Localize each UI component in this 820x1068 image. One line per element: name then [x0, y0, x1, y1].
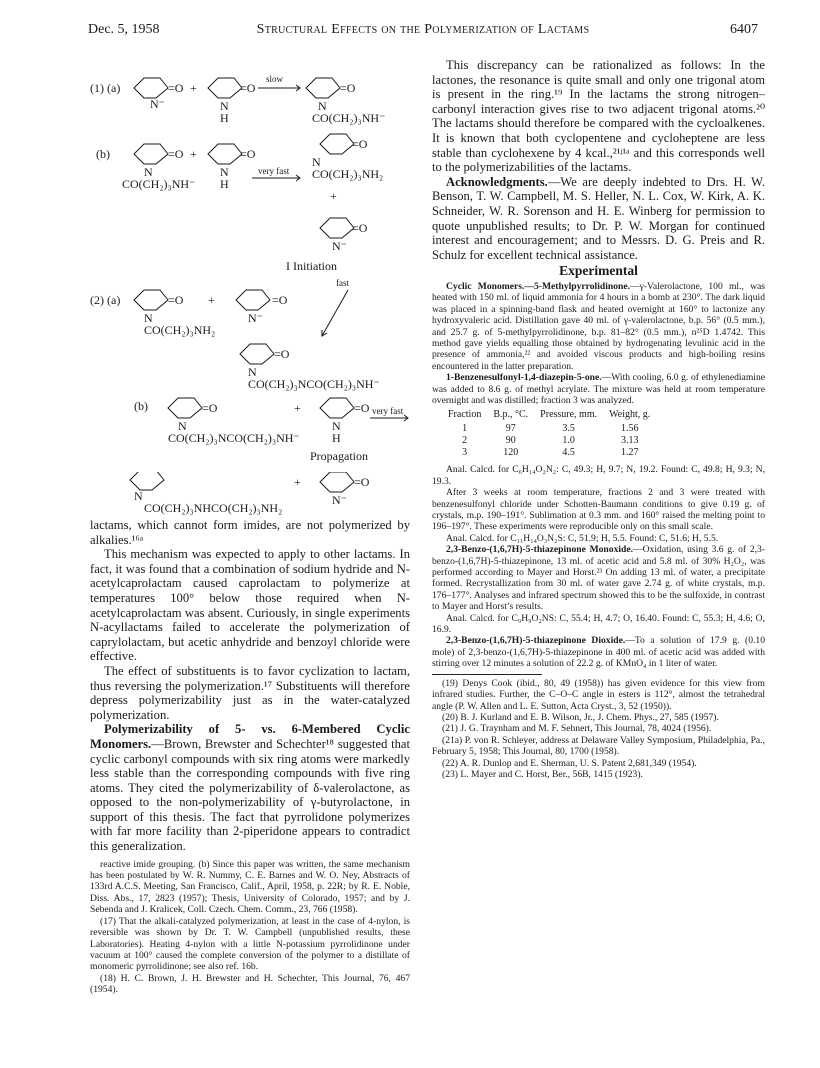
- ring-n: N: [332, 419, 341, 433]
- footnote: (23) L. Mayer and C. Horst, Ber., 56B, 1415 (1923).: [442, 768, 643, 780]
- analysis-line: Anal. Calcd. for C₉H₉O₂NS: C, 55.4; H, 4.7; O, 16.40. Found: C, 55.3; H, 4.6; O, 16.9.: [432, 612, 765, 636]
- ring-n: N⁻: [248, 311, 263, 325]
- analysis-line: Anal. Calcd. for C₁₁H₁₄O₃N₂S: C, 51.9; H, 5.5. Found: C, 51.6; H, 5.5.: [446, 532, 719, 544]
- experimental-section: [432, 281, 765, 670]
- header-date: Dec. 5, 1958: [88, 22, 160, 37]
- lactam-ring: [208, 78, 242, 98]
- stage-label-propagation: Propagation: [310, 449, 368, 463]
- subsection-heading: Cyclic Monomers.—5-Methylpyrrolidinone.: [446, 280, 631, 292]
- ring-n: N: [220, 165, 229, 179]
- subsection-heading: 2,3-Benzo-(1,6,7H)-5-thiazepinone Monoxide.: [446, 544, 634, 556]
- footnote: (20) B. J. Kurland and E. B. Wilson, Jr., J. Chem. Phys., 27, 585 (1957).: [442, 711, 719, 723]
- paragraph: [432, 372, 765, 406]
- table-header-row: [442, 409, 656, 423]
- stage-label-initiation: I Initiation: [286, 259, 337, 273]
- carbonyl: =O: [274, 347, 290, 361]
- paragraph: This discrepancy can be rationalized as follows: In the lactones, the resonance is quite small and only one trigonal atom is present in the ring.¹⁹ In the lactams the strong nitrogen–carbonyl interaction gives rise to two adjacent trigonal atoms.²⁰ The lactams should therefore be compared with the cycloalkenes. It is known that both cyclopentene and cycloheptene are less stable than cyclohexene by 4 kcal.,²¹ʲ¹ᵃ and this corresponds well to the polymerizabilities of the lactams.: [432, 58, 765, 175]
- arrow-label: very fast: [258, 166, 290, 176]
- paragraph: [432, 175, 765, 263]
- footnote-divider: [432, 674, 542, 675]
- table-cell: 2: [462, 435, 468, 447]
- carbonyl: =O: [240, 81, 256, 95]
- paragraph-body: —γ-Valerolactone, 100 ml., was heated with 150 ml. of liquid ammonia for 4 hours in a bomb at 230°. The dark liquid was placed in a spinning-band flask and heated overnight at 160° to lactonize any hydroxyvaleric acid. Distillation gave 40 ml. of γ-valerolactone, b.p. 56° (0.5 mm.), and 25.7 g. of 5-methylpyrrolidinone, b.p. 81–82° (0.5 mm.), n²⁵D 1.4742. This method gave yields equalling those obtained by hydrogenating levulinic acid in the presence of ammonia,²² and avoided viscous products and high-boiling resins encountered in the latter preparation.: [432, 280, 765, 372]
- acyl-group: CO(CH₂)₃NH⁻: [312, 111, 386, 125]
- scheme-label-1a: (1) (a): [90, 81, 121, 95]
- acyl-group: CO(CH₂)₃NCO(CH₂)₃NH⁻: [248, 377, 380, 391]
- table-cell: 4.5: [562, 447, 575, 459]
- section-heading: Acknowledgments.: [446, 174, 548, 189]
- subsection-heading: 1-Benzenesulfonyl-1,4-diazepin-5-one.: [446, 372, 602, 384]
- footnote: (21a) P. von R. Schleyer, address at Delaware Valley Symposium, Philadelphia, Pa., February 5, 1958; This Journal, 80, 1700 (1958).: [432, 734, 765, 758]
- lactam-ring: [320, 218, 354, 238]
- plus-sign: +: [190, 81, 197, 95]
- plus-sign: +: [330, 189, 337, 203]
- table-row: [442, 423, 656, 435]
- table-header: Pressure, mm.: [540, 409, 598, 421]
- carbonyl: =O: [340, 81, 356, 95]
- lactam-ring: [320, 398, 354, 418]
- ring-h: H: [220, 177, 229, 191]
- ring-n: N: [178, 419, 187, 433]
- paragraph: After 3 weeks at room temperature, fractions 2 and 3 were treated with benzenesulfonyl chloride under Schotten-Baumann conditions to give 0.19 g. of crystals, m.p. 190–191°. Sublimation at 0.3 mm. and 160° raised the melting point to 196–197°. These experiments were reproducible only on this small scale.: [432, 487, 765, 533]
- paragraph-body: —To a solution of 17.9 g. (0.10 mole) of 2,3-benzo-(1,6,7H)-5-thiazepinone in 400 ml. of acetic acid was added with stirring over 12 minutes a solution of 22.2 g. of KMnO₄ in 1 liter of water.: [432, 635, 765, 670]
- table-cell: 3: [462, 447, 468, 459]
- footnote: (17) That the alkali-catalyzed polymerization, at least in the case of 4-nylon, is reversible was shown by Dr. T. W. Campbell (unpublished results, these Laboratories). Heating 4-nylon with a little N-potassium pyrrolidinone under vacuum at 100° caused the complete conversion of the polymer to a distillate of monomeric pyrrolidinone; see also ref. 16b.: [90, 915, 410, 973]
- lactam-ring: [320, 472, 354, 492]
- reaction-scheme: [90, 58, 410, 468]
- table-cell: 120: [503, 447, 519, 459]
- carbonyl: =O: [352, 137, 368, 151]
- plus-sign: +: [294, 475, 301, 489]
- scheme-label-2a: (2) (a): [90, 293, 121, 307]
- lactam-ring: [130, 472, 164, 490]
- footnote: (19) Denys Cook (ibid., 80, 49 (1958)) has given evidence for this view from infrared studies. Further, the C–O–C angle in esters is 112°, almost the tetrahedral angle (P. W. Allen and L. E. Sutton, Acta Cryst., 3, 52 (1950)).: [432, 677, 765, 712]
- plus-sign: +: [294, 401, 301, 415]
- paragraph-body: —With cooling, 6.0 g. of ethylenediamine was added to 8.6 g. of methyl acrylate. The mixture was held at room temperature overnight and was distilled; fraction 3 was analyzed.: [432, 372, 765, 406]
- paragraph-body: —We are deeply indebted to Drs. H. W. Benson, T. W. Campbell, M. S. Heller, N. L. Cox, W. Kirk, A. K. Schneider, W. R. Sorenson and H. E. Winberg for permission to quote unpublished results; to Dr. P. W. Morgan for continued interest and encouragement; and to Messrs. D. G. Preis and R. Schulz for excellent technical assistance.: [432, 174, 765, 262]
- reaction-scheme-drawing: [90, 58, 410, 468]
- acyl-group: CO(CH₂)₃NCO(CH₂)₃NH⁻: [168, 431, 300, 445]
- carbonyl: =O: [240, 147, 256, 161]
- experimental-heading: Experimental: [559, 263, 638, 279]
- carbonyl: =O: [354, 401, 370, 415]
- paragraph: This mechanism was expected to apply to other lactams. In fact, it was found that a combination of sodium hydride and N-acetylcaprolactam caused caprolactam to polymerize at temperatures 100° below those required when N-acetylcaprolactam was absent. Curiously, in single experiments N-acyllactams failed to accelerate the polymerization of caprylolactam, but acetic anhydride and benzoyl chloride were effective.: [90, 547, 410, 664]
- table-cell: 3.13: [620, 435, 639, 447]
- carbonyl: =O: [168, 147, 184, 161]
- lactam-ring: [134, 290, 168, 310]
- lactam-ring: [236, 290, 270, 310]
- footnote: (21) J. G. Traynham and M. F. Sehnert, This Journal, 78, 4024 (1956).: [442, 723, 712, 735]
- table-cell: 90: [505, 435, 516, 447]
- carbonyl: =O: [168, 81, 184, 95]
- table-cell: 1.0: [562, 435, 575, 447]
- carbonyl: =O: [272, 293, 288, 307]
- right-column: [432, 58, 765, 780]
- lactam-ring: [240, 344, 274, 364]
- ring-n: N: [220, 99, 229, 113]
- analysis-line: Anal. Calcd. for C₆H₁₄O₂N₂: C, 49.3; H, 9.7; N, 19.2. Found: C, 49.8; H, 9.3; N, 19.3.: [432, 464, 765, 487]
- paragraph-body: —Oxidation, using 3.6 g. of 2,3-benzo-(1,6,7H)-5-thiazepinone, 13 ml. of acetic acid and 5.8 ml. of 30% H₂O₂, was performed according to Mayer and Horst.²³ On adding 13 ml. of water, a precipitate formed. Recrystallization from 30 ml. of water gave 2.74 g. of white crystals, m.p. 176–177°. Analyses and infrared spectrum showed this to be the sulfoxide, in contrast to Mayer and Horst’s results.: [432, 544, 766, 613]
- table-cell: 3.5: [562, 423, 575, 435]
- ring-n: N: [312, 155, 321, 169]
- section-heading: Polymerizability of 5- vs. 6-Membered Cyclic Monomers.: [90, 722, 410, 751]
- acyl-group: CO(CH₂)₃NH⁻: [122, 177, 196, 191]
- scheme-label-1b: (b): [96, 147, 110, 161]
- ring-n: N: [134, 489, 143, 503]
- paragraph-body: —Brown, Brewster and Schechter¹⁸ suggested that cyclic carbonyl compounds with six ring atoms were markedly less stable than the corresponding compounds with five ring atoms. They cited the polymerizability of δ-valerolactone, as opposed to the non-polymerizability of γ-butyrolactone, in support of this thesis. The fact that pyrrolidone polymerizes with far more facility than 2-piperidone appears to contradict this generalization.: [90, 736, 410, 854]
- ring-n: N: [318, 99, 327, 113]
- running-header: [88, 22, 758, 42]
- table-header: Fraction: [448, 409, 482, 421]
- lactam-ring: [168, 398, 202, 418]
- footnote: (22) A. R. Dunlop and E. Sherman, U. S. Patent 2,681,349 (1954).: [442, 757, 697, 769]
- table-cell: 97: [505, 423, 516, 435]
- paragraph: [432, 281, 765, 372]
- carbonyl: =O: [352, 221, 368, 235]
- lactam-ring: [134, 144, 168, 164]
- table-header: Weight, g.: [609, 409, 651, 421]
- table-row: [442, 435, 656, 447]
- propagation-product: [90, 472, 410, 518]
- carbonyl: =O: [354, 475, 370, 489]
- scheme-label-2b: (b): [134, 399, 148, 413]
- footnote: reactive imide grouping. (b) Since this paper was written, the same mechanism has been postulated by W. R. Nummy, C. E. Barnes and W. O. Ney, Abstracts of 133rd A.C.S. Meeting, San Francisco, Calif., April, 1958, p. 22R; by R. E. Noble, Diss. Abs., 17, 2823 (1957); Thesis, University of Colorado, 1957; and by J. Sebenda and J. Kralicek, Coll. Czech. Chem. Comm., 23, 766 (1958).: [90, 858, 410, 916]
- ring-n: N⁻: [332, 239, 347, 253]
- lactam-ring: [134, 78, 168, 98]
- ring-h: H: [332, 431, 341, 445]
- footnotes-left: [90, 859, 410, 996]
- acyl-group: CO(CH₂)₃NH₂: [144, 323, 216, 337]
- paragraph: [432, 635, 765, 669]
- carbonyl: =O: [168, 293, 184, 307]
- ring-h: H: [220, 111, 229, 125]
- lactam-ring: [320, 134, 354, 154]
- page-number: 6407: [730, 22, 758, 37]
- lactam-ring: [208, 144, 242, 164]
- table-header: B.p., °C.: [493, 409, 529, 421]
- arrow-label: slow: [266, 74, 284, 84]
- footnotes-right: [432, 678, 765, 781]
- plus-sign: +: [190, 147, 197, 161]
- table-cell: 1.27: [620, 447, 639, 459]
- arrow-label: fast: [336, 278, 349, 288]
- fraction-table: [442, 409, 656, 459]
- ring-n: N: [248, 365, 257, 379]
- header-title: Structural Effects on the Polymerization of Lactams: [256, 22, 590, 37]
- acyl-group: CO(CH₂)₃NHCO(CH₂)₃NH₂: [144, 501, 283, 515]
- paragraph: The effect of substituents is to favor cyclization to lactam, thus reversing the polymerization.¹⁷ Substituents will therefore depress polymerizability just as in the water-catalyzed polymerization.: [90, 663, 410, 722]
- acyl-group: CO(CH₂)₃NH₂: [312, 167, 384, 181]
- ring-n: N⁻: [332, 493, 347, 507]
- ring-n: N: [144, 311, 153, 325]
- carbonyl: =O: [202, 401, 218, 415]
- plus-sign: +: [208, 293, 215, 307]
- reaction-arrow: [322, 290, 348, 336]
- subsection-heading: 2,3-Benzo-(1,6,7H)-5-thiazepinone Dioxide.: [446, 635, 626, 647]
- arrow-label: very fast: [372, 406, 404, 416]
- table-cell: 1: [462, 423, 468, 435]
- propagation-product-drawing: [90, 472, 410, 518]
- footnote: (18) H. C. Brown, J. H. Brewster and H. Schechter, This Journal, 76, 467 (1954).: [90, 972, 410, 996]
- paragraph: [432, 544, 765, 612]
- table-row: [442, 447, 656, 459]
- ring-n: N⁻: [150, 97, 165, 111]
- lactam-ring: [306, 78, 340, 98]
- table-cell: 1.56: [620, 423, 639, 435]
- left-column: [90, 58, 410, 996]
- ring-n: N: [144, 165, 153, 179]
- paragraph: lactams, which cannot form imides, are not polymerized by alkalies.¹⁶ᵃ: [90, 518, 410, 547]
- paragraph: [90, 722, 410, 853]
